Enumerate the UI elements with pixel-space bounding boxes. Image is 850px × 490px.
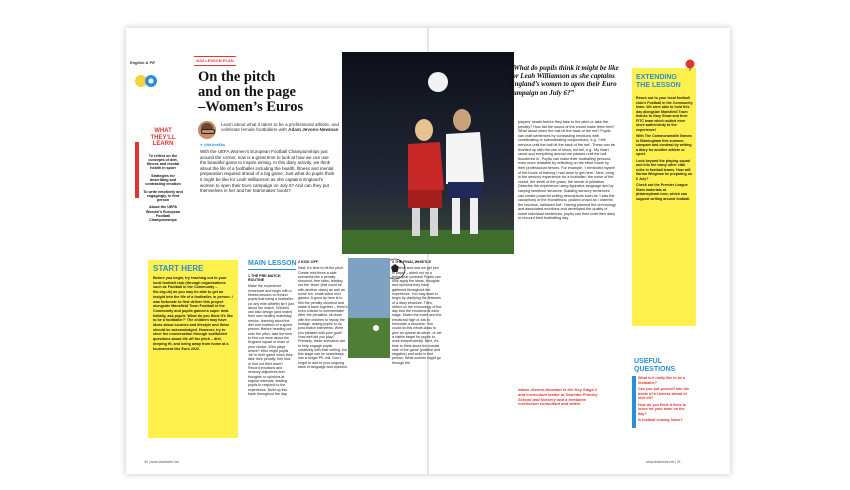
useful-list [638,376,694,423]
page-title [198,70,338,115]
useful-item: How do you think it feels to score for your team on the day? [638,402,686,416]
learn-box [142,128,184,223]
start-here-box [148,260,238,438]
learn-item: Strategies for describing and contrasting emotion [145,173,181,187]
extending-box [632,68,696,326]
main-col-1 [248,274,294,444]
useful-item: Is football coming home? [638,418,683,422]
useful-item: What is it really like to be a footballer? [638,376,686,385]
learn-item: To write emotively and engagingly, in first person [143,189,183,203]
learn-item: To reflect on the concepts of diet, fitness and mental health in sport [146,153,180,171]
step3-title: 3 THE FINAL WHISTLE [392,260,431,264]
learn-item: About the UEFA Women’s European Football Championships [145,205,181,223]
useful-accent-bar [632,376,636,428]
footer-left: 30 | www.teachwire.net [144,460,179,464]
grass-photo [348,258,390,358]
footballers-photo [342,52,514,254]
twitter-handle[interactable]: ✦ @MrJevsEdu [200,143,226,147]
main-lesson-rule [248,269,296,270]
author-name: Adam Jevons-Newman [288,127,339,133]
footer-right: www.teachwire.net | 31 [646,460,681,464]
step2-title: 2 KICK OFF [298,260,318,264]
pencil-ball-icon [134,70,158,92]
useful-heading: USEFUL QUESTIONS [634,358,676,373]
match-photo [342,52,514,254]
useful-item: Can you put yourself into the boots of a Lioness ahead of kick off? [638,387,690,400]
subject-icons [134,70,158,92]
standfirst: Learn about what it takes to be a professional athlete, and celebrate female footballers with Adam Jevons-Newman [221,122,339,133]
title-line-2: and on the page [198,84,296,100]
extending-item: Look beyond the playing squad and into the many other vital roles in football teams. How will Sarina Wiegman be preparing on 6 July? [636,158,693,181]
extending-heading: EXTENDING THE LESSON [636,74,681,89]
right-body-text: players’ heads before they take to the pitch or take the penalty? How did the sound of the crowd make them feel? What about when the ball hit the back of the net? Pupils can craft sentences by contrasting emotions with coordinating or subordinating conjunctions, e.g. ‘I felt nervous until the ball hit the back of the net’. These can be levelled up with the use of show, not tell, e.g. ‘My heart raced and everything around me paused until the ball thundered in’. Pupils can make their footballing persona even more relatable by reflecting on the effort made by their professional heroes. For example, ‘I reminded myself of the hours of training I had done to get here.’ Next, bring in the sensory experience for a footballer: the noise of the crowd, the smell of the grass, the sense of jubilation. Describe the experience using figurative language and by varying sentence structure. Building sensory sentences can create powerful writing descriptions such as ‘I saw the cacophony of the thunderous, packed crowd as I ordered the luscious, hallowed turf’. Having planned the chronology and associated emotions and developed the quality of some individual sentences, pupils can then craft their diary to recount their footballing day. [518,120,616,221]
main-lesson-heading: MAIN LESSON [248,260,297,267]
useful-box [632,358,696,434]
title-line-1: On the pitch [198,69,276,85]
extending-item: With The Commonwealth Games in Birmingham this summer, compare and contrast by writing a diary for another athlete or sport. [636,134,692,156]
intro-paragraph: With the UEFA Women’s European Football Championships just around the corner, now is a great time to look at how we can use the beautiful game to inspire writing. In this diary activity, we think about the life of a footballer including the health, fitness and mental preparation required ahead of a big game. Just what do pupils think it might be like for Leah Williamson as she captains England’s women to open their Euro campaign on July 6? And can they put themselves in her and her teammates’ boots? [200,149,335,194]
learn-heading: WHAT THEY’LL LEARN [150,128,176,147]
pull-quote: “What do pupils think it might be like for Leah Williamson as she captains England’s women to open their Euro campaign on July 6?” [510,64,619,97]
extending-item: Check out the Premier League Stars materials at plstarmyteam.com, which can support writing around football. [636,183,691,201]
small-photo [348,258,390,358]
step3-text: Full time and now we get pen to paper – albeit not on a three-year contract! Pupils can now apply the ideas, thoughts and opinions they have gathered throughout the experience. You may want to begin by clarifying the features of a diary structure. Then, reflect on the chronology of the day and the emotions at each stage. Match the event and the emotional high or low to formulate a structure. You could do this whole-class to give an upbeat structure, or set a visible target for pupils to work independently. Next, it’s time to think about the mental side of the game (positive and negative) and write in first person. What worries might go through the [392,266,442,365]
author-avatar [198,121,216,139]
twitter-icon: ✦ [200,143,204,147]
main-col-3 [392,260,442,444]
lesson-plan-label: KS2 LESSON PLAN [194,56,236,66]
step1-title: 1 THE PRE-MATCH ROUTINE [248,274,281,283]
title-line-3: –Women’s Euros [198,99,304,115]
learn-list [142,154,184,223]
author-bio: Adam Jevons-Newman is the Key Stage 2 and curriculum leader at Dunedin Primary School and Nursery and a freelance curriculum consultant and writer. [518,388,598,407]
extending-list [636,96,694,324]
start-here-heading: START HERE [153,264,204,273]
magazine-spread [126,28,730,474]
step2-text: Next, it’s time to hit the pitch. Create mini three-a-side scenarios like a penalty shootout, free kicks, leading out the ‘team’ (this could be with another class) as well as some fun, small-sided mini games. A good tip here is to film the penalty shootout and watch it back together – there’s even chance to commentate! After the penalties, sit down with the children to replay the footage, asking pupils to do post-match interviews. Were you pleased with your goal? How well did you play? Primarily, these scenarios are to help engage pupils creatively with their writing, but this stage can be seamlessly into a longer PE unit. Don’t forget to add to your ongoing bank of language and opinions. [298,266,348,370]
subject-tag: English & PE [130,60,155,65]
step1-text: Make the experience immersive and begin with a fitness session to remind pupils that being a footballer (or any elite athlete) isn’t just about the match. Children can also design (and make) their own healthy matchday menus, learning about the diet and nutrition of a sports person. Before heading out onto the pitch, take the time to find out more about the England squad or team of your choice. Who plays where? Who might pupils ‘be’ in their game when they take their penalty, free kick or find out their team? Record emotions and sensory adjectives and thoughts or opinions at regular intervals, leading pupils to respond to the experience. Build up this bank throughout the day. [248,284,294,396]
extending-item: Reach out to your local football club’s Football in the Community team. We were able to hold this day alongside Mansfield Town thanks to Gary Shaw and their FITC team which added even more authenticity to the experience! [636,96,693,132]
learn-accent-bar [135,142,139,198]
main-col-2 [298,260,348,444]
pushpin-icon [684,58,696,70]
start-here-text: Before you begin, try reaching out to your local football club (through organisations such as Football in the Community – ftic.org.uk) as you may be able to get an insight into the life of a footballer, in person. I was fortunate to first deliver this project alongside Mansfield Town Football in the Community and pupils gained a super deal. Initially, ask pupils ‘What do you think it’s like to be a footballer?’ The children may have ideas about luxuries and lifestyle and these should be acknowledged. However, try to steer the conversation through scaffolded questions about life off the pitch – diet, keeping fit, and being away from home at a tournament like Euro 2022. [153,276,233,351]
